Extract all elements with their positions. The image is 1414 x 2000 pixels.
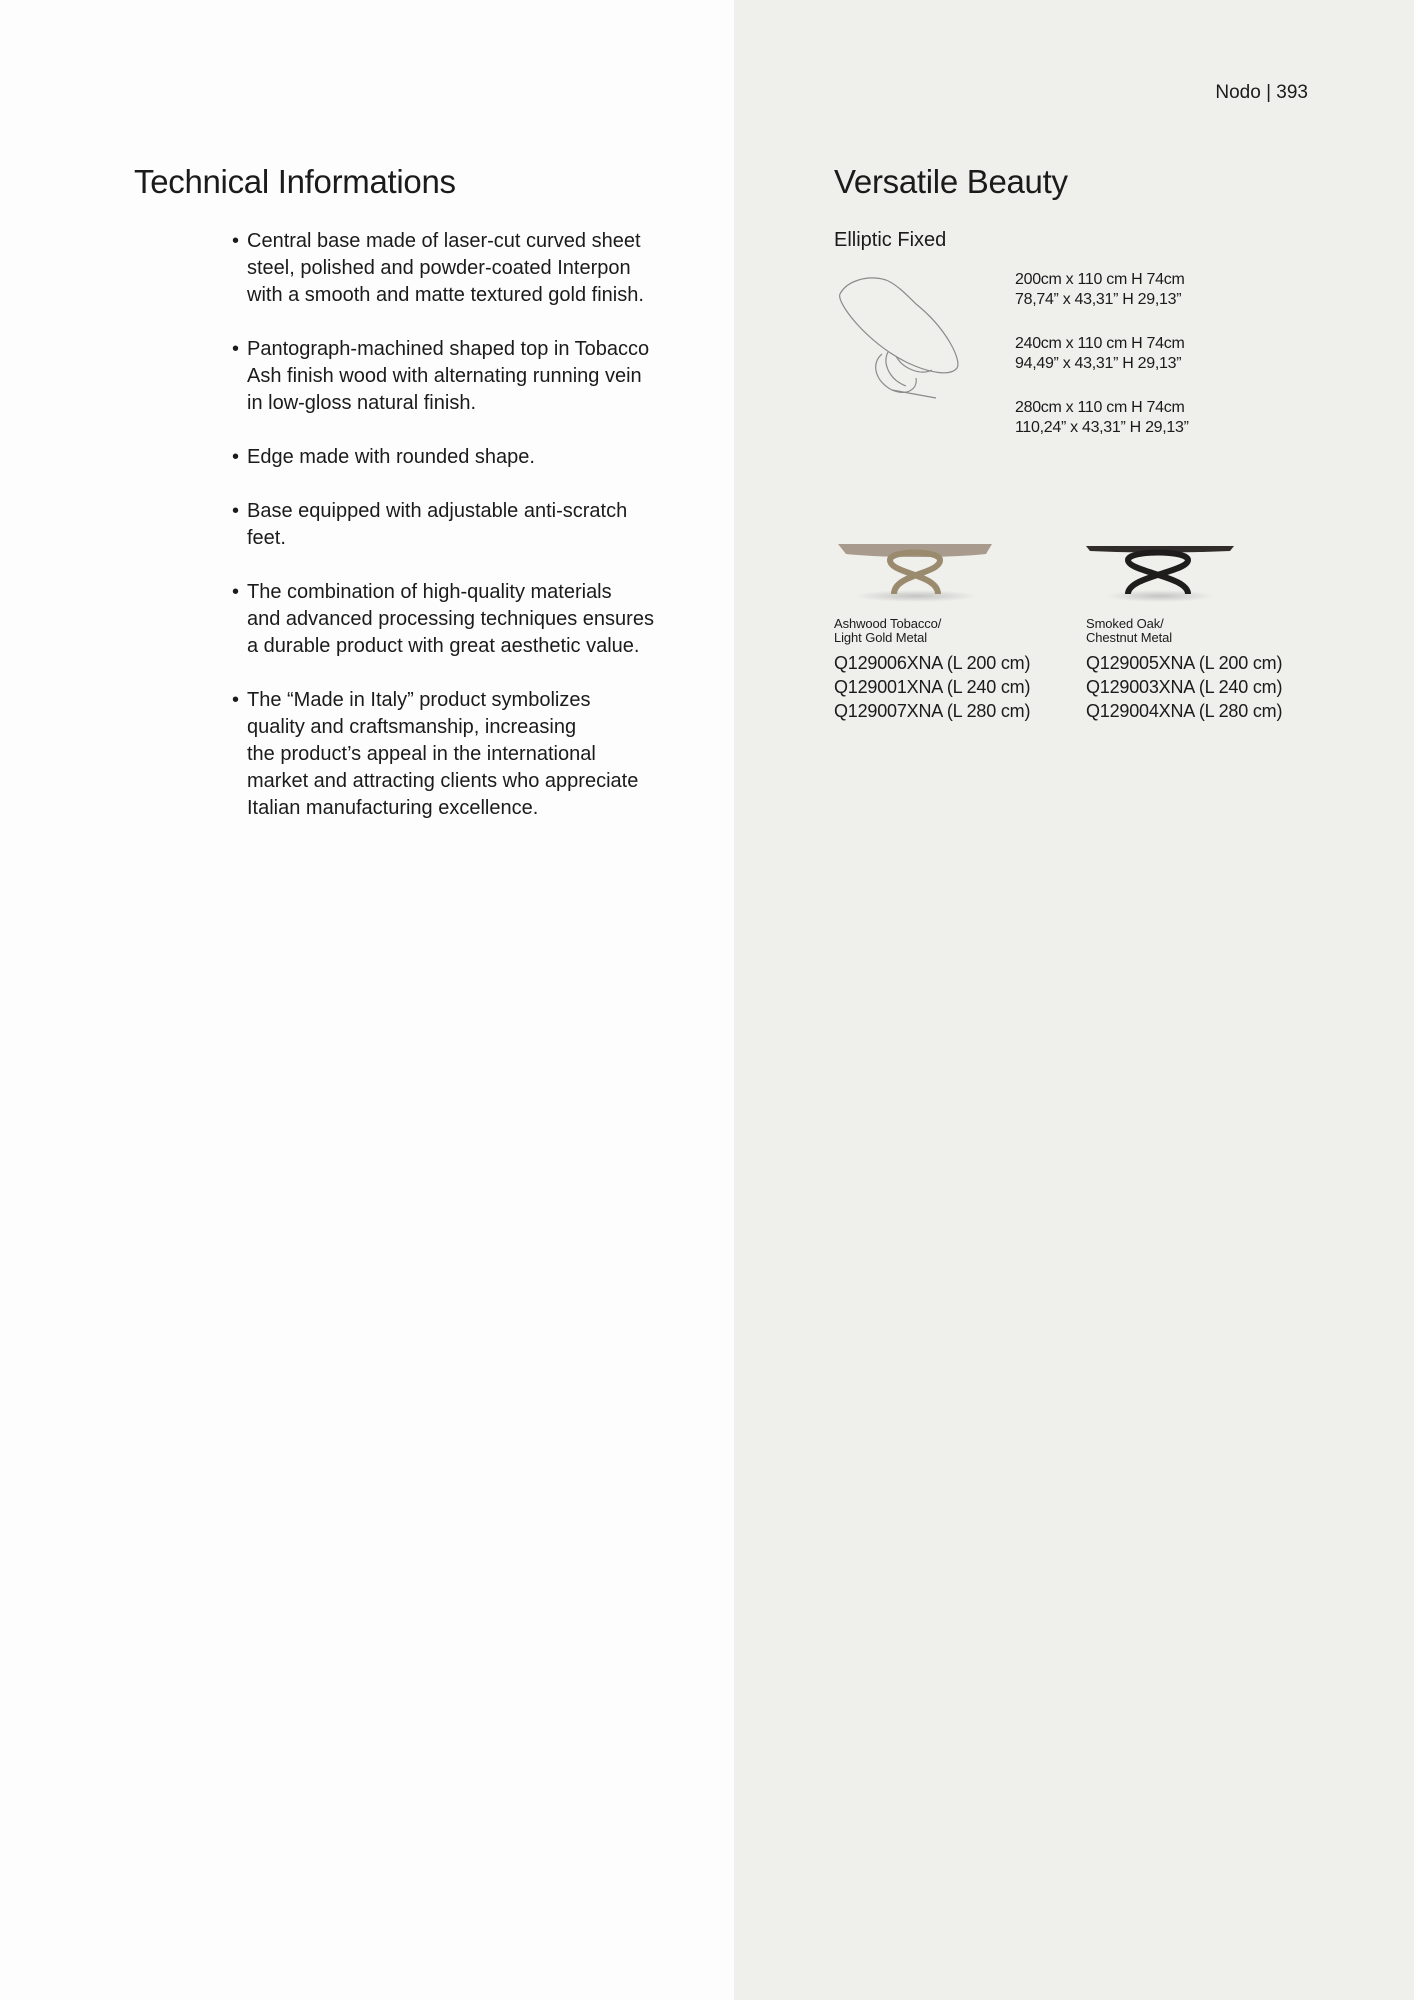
bullet-line: steel, polished and powder-coated Interpon — [247, 257, 631, 279]
product-code: Q129007XNA (L 280 cm) — [834, 701, 1031, 721]
technical-informations-heading: Technical Informations — [134, 163, 456, 200]
product-code: Q129006XNA (L 200 cm) — [834, 653, 1031, 673]
bullet-line: Ash finish wood with alternating running vein — [247, 365, 642, 387]
dimension-metric: 240cm x 110 cm H 74cm — [1015, 335, 1185, 352]
variant-name-line: Ashwood Tobacco/ — [834, 616, 942, 631]
bullet-item — [232, 579, 712, 660]
dimension-imperial: 94,49” x 43,31” H 29,13” — [1015, 355, 1182, 372]
product-code: Q129005XNA (L 200 cm) — [1086, 653, 1283, 673]
bullet-line: Italian manufacturing excellence. — [247, 797, 539, 819]
bullet-line: in low-gloss natural finish. — [247, 392, 476, 414]
product-code: Q129003XNA (L 240 cm) — [1086, 677, 1283, 697]
product-code: Q129001XNA (L 240 cm) — [834, 677, 1031, 697]
dimension-imperial: 110,24” x 43,31” H 29,13” — [1015, 419, 1189, 436]
versatile-beauty-heading: Versatile Beauty — [834, 163, 1068, 200]
variant-name-line: Chestnut Metal — [1086, 630, 1173, 645]
smoked-oak-table-shape — [1086, 546, 1234, 594]
dimension-metric: 200cm x 110 cm H 74cm — [1015, 271, 1185, 288]
smoked-oak-table-image — [1084, 538, 1236, 604]
bullet-line: market and attracting clients who appreciate — [247, 770, 639, 792]
variant-codes — [834, 651, 1030, 723]
elliptic-fixed-subheading: Elliptic Fixed — [834, 229, 947, 251]
bullet-line: Base equipped with adjustable anti-scratch — [247, 500, 628, 522]
bullet-line: and advanced processing techniques ensures — [247, 608, 654, 630]
dimension-metric: 280cm x 110 cm H 74cm — [1015, 399, 1185, 416]
variant-name-line: Light Gold Metal — [834, 630, 928, 645]
bullet-line: feet. — [247, 527, 286, 549]
bullet-item — [232, 228, 712, 309]
bullet-line: the product’s appeal in the international — [247, 743, 596, 765]
product-code: Q129004XNA (L 280 cm) — [1086, 701, 1283, 721]
variant-name-line: Smoked Oak/ — [1086, 616, 1164, 631]
ashwood-table-shape — [838, 544, 992, 594]
bullet-line: The “Made in Italy” product symbolizes — [247, 689, 591, 711]
bullet-item — [232, 444, 712, 471]
variant-name — [834, 617, 1030, 645]
bullet-item — [232, 336, 712, 417]
variant-name — [1086, 617, 1282, 645]
table-line-drawing — [836, 272, 966, 402]
bullet-item — [232, 498, 712, 552]
bullet-line: with a smooth and matte textured gold finish. — [247, 284, 644, 306]
bullet-item — [232, 687, 712, 822]
technical-bullet-list — [232, 228, 712, 849]
dimension-group — [1015, 270, 1189, 310]
variant-codes — [1086, 651, 1282, 723]
variant-smoked-oak — [1086, 617, 1282, 723]
bullet-line: Central base made of laser-cut curved sheet — [247, 230, 641, 252]
variant-ashwood — [834, 617, 1030, 723]
bullet-line: The combination of high-quality materials — [247, 581, 612, 603]
dimension-group — [1015, 334, 1189, 374]
ashwood-table-image — [836, 538, 996, 604]
bullet-line: Edge made with rounded shape. — [247, 446, 535, 468]
bullet-line: a durable product with great aesthetic value. — [247, 635, 640, 657]
dimension-group — [1015, 398, 1189, 438]
page-number: Nodo | 393 — [1215, 82, 1308, 103]
bullet-line: quality and craftsmanship, increasing — [247, 716, 577, 738]
dimensions-list — [1015, 270, 1189, 462]
bullet-line: Pantograph-machined shaped top in Tobacco — [247, 338, 650, 360]
dimension-imperial: 78,74” x 43,31” H 29,13” — [1015, 291, 1182, 308]
